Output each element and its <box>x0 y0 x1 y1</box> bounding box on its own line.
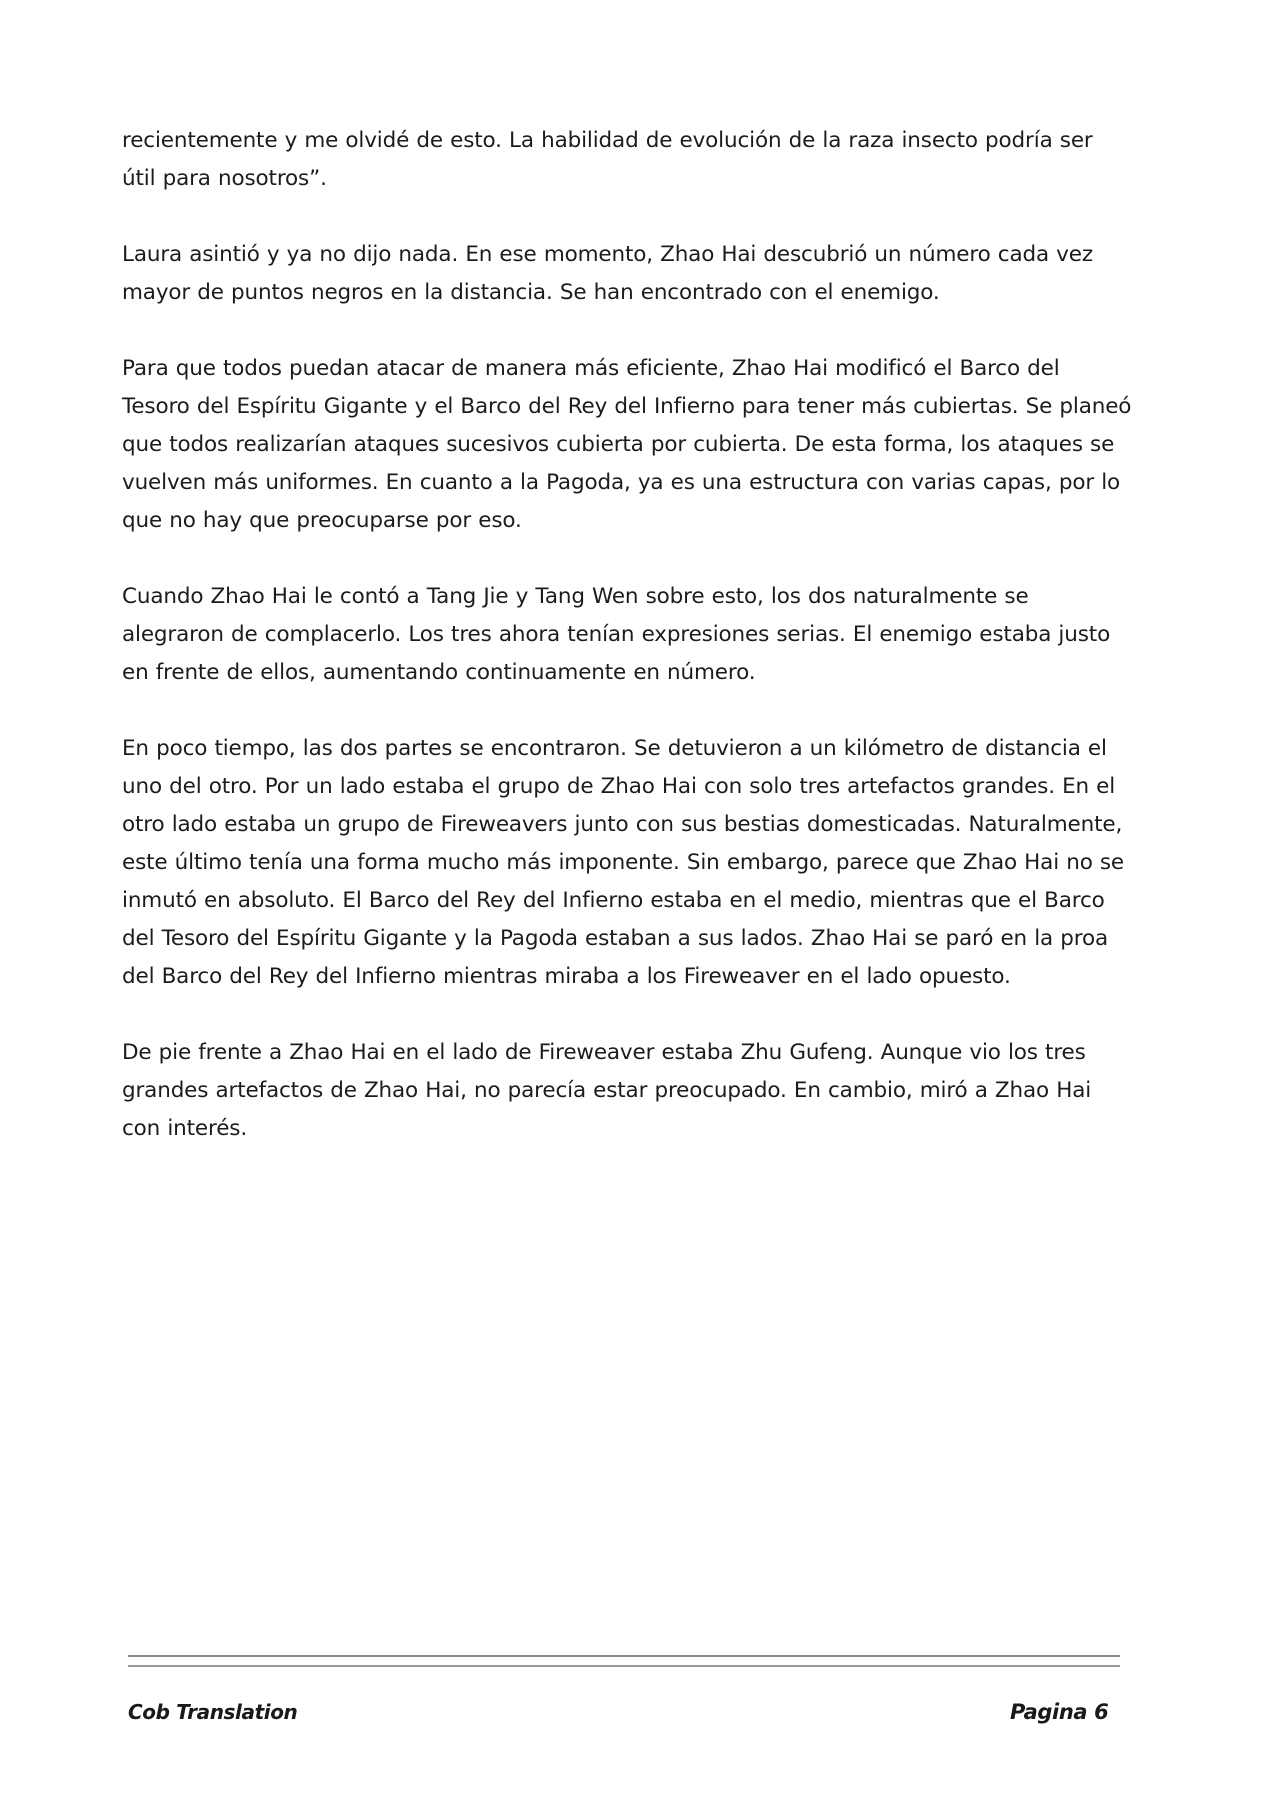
paragraph: Para que todos puedan atacar de manera más eficiente, Zhao Hai modificó el Barco del Tesoro del Espíritu Gigante y el Barco del Rey del Infierno para tener más cubiertas. Se planeó que todos realizarían ataques sucesivos cubierta por cubierta. De esta forma, los ataques se vuelven más uniformes. En cuanto a la Pagoda, ya es una estructura con varias capas, por lo que no hay que preocuparse por eso. <box>122 356 1132 533</box>
paragraph: De pie frente a Zhao Hai en el lado de Fireweaver estaba Zhu Gufeng. Aunque vio los tres grandes artefactos de Zhao Hai, no parecía estar preocupado. En cambio, miró a Zhao Hai con interés. <box>122 1040 1092 1141</box>
footer-divider <box>128 1655 1120 1657</box>
paragraph: Laura asintió y ya no dijo nada. En ese momento, Zhao Hai descubrió un número cada vez mayor de puntos negros en la distancia. Se han encontrado con el enemigo. <box>122 242 1093 305</box>
paragraph: Cuando Zhao Hai le contó a Tang Jie y Tang Wen sobre esto, los dos naturalmente se alegraron de complacerlo. Los tres ahora tenían expresiones serias. El enemigo estaba justo en frente de ellos, aumentando continuamente en número. <box>122 584 1111 685</box>
footer-divider <box>128 1665 1120 1667</box>
footer-translator-credit: Cob Translation <box>128 1700 298 1724</box>
paragraph: En poco tiempo, las dos partes se encontraron. Se detuvieron a un kilómetro de distancia el uno del otro. Por un lado estaba el grupo de Zhao Hai con solo tres artefactos grandes. En el otro lado estaba un grupo de Fireweavers junto con sus bestias domesticadas. Naturalmente, este último tenía una forma mucho más imponente. Sin embargo, parece que Zhao Hai no se inmutó en absoluto. El Barco del Rey del Infierno estaba en el medio, mientras que el Barco del Tesoro del Espíritu Gigante y la Pagoda estaban a sus lados. Zhao Hai se paró en la proa del Barco del Rey del Infierno mientras miraba a los Fireweaver en el lado opuesto. <box>122 736 1125 989</box>
body-text <box>122 122 1132 1186</box>
paragraph: recientemente y me olvidé de esto. La habilidad de evolución de la raza insecto podría ser útil para nosotros”. <box>122 128 1093 191</box>
footer-page-number: Pagina 6 <box>1010 1700 1109 1724</box>
